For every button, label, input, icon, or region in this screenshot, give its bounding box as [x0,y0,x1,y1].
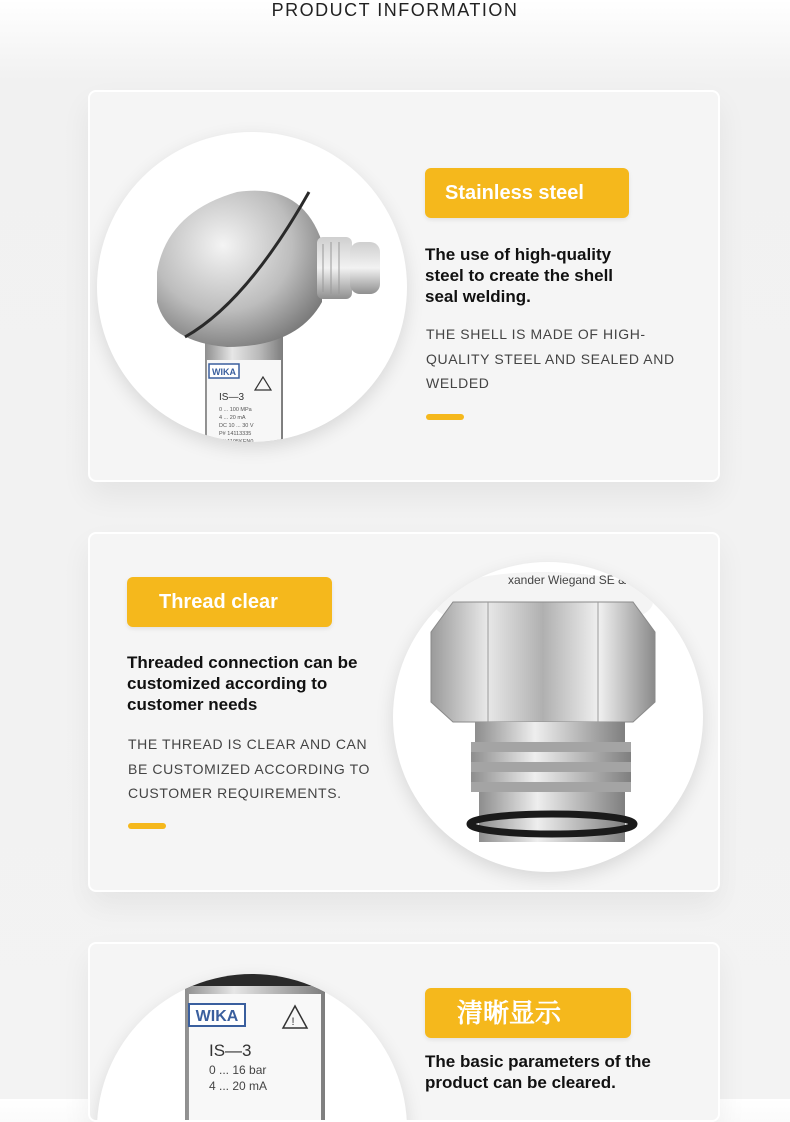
feature-pill-label: Stainless steel [445,182,584,204]
feature-description: THE SHELL IS MADE OF HIGH-QUALITY STEEL AND SEALED AND WELDED [426,326,675,391]
spec-line: 0 ... 100 MPa [219,407,252,413]
page-title: PRODUCT INFORMATION [271,0,519,20]
product-image-label [97,974,407,1122]
feature-pill-label: 清晰显示 [457,998,562,1028]
feature-card-thread-clear [88,532,720,892]
feature-pill-clear-display [425,988,631,1038]
feature-pill-thread-clear [127,577,332,627]
model-label: IS—3 [219,392,245,403]
feature-heading: The basic parameters of the product can be cleared. [425,1052,651,1092]
spec-line: DC 10 ... 30 V [219,423,254,429]
feature-pill-stainless-steel [425,168,629,218]
feature-description: THE THREAD IS CLEAR AND CAN BE CUSTOMIZED ACCORDING TO CUSTOMER REQUIREMENTS. [128,736,370,801]
accent-bar [128,823,166,829]
feature-heading: Threaded connection can be customized according to customer needs [127,653,358,714]
spec-line: 4 ... 20 mA [219,415,246,421]
engraved-label: xander Wiegand SE & [508,573,627,587]
accent-bar [426,414,464,420]
spec-line: 0 ... 16 bar [209,1063,267,1077]
feature-pill-label: Thread clear [159,591,278,613]
svg-text:!: ! [291,1016,295,1028]
feature-card-clear-display [88,942,720,1122]
feature-heading: The use of high-quality steel to create the shell seal welding. [425,245,614,306]
spec-line: P# 1195KEN0 [219,439,254,442]
brand-label: WIKA [212,367,236,377]
feature-card-stainless-steel [88,90,720,482]
brand-label: WIKA [195,1008,239,1025]
product-image-thread [393,562,703,872]
spec-line: 4 ... 20 mA [209,1079,268,1093]
spec-line: P# 14113335 [219,431,252,437]
product-image-housing [97,132,407,442]
model-label: IS—3 [209,1041,252,1060]
